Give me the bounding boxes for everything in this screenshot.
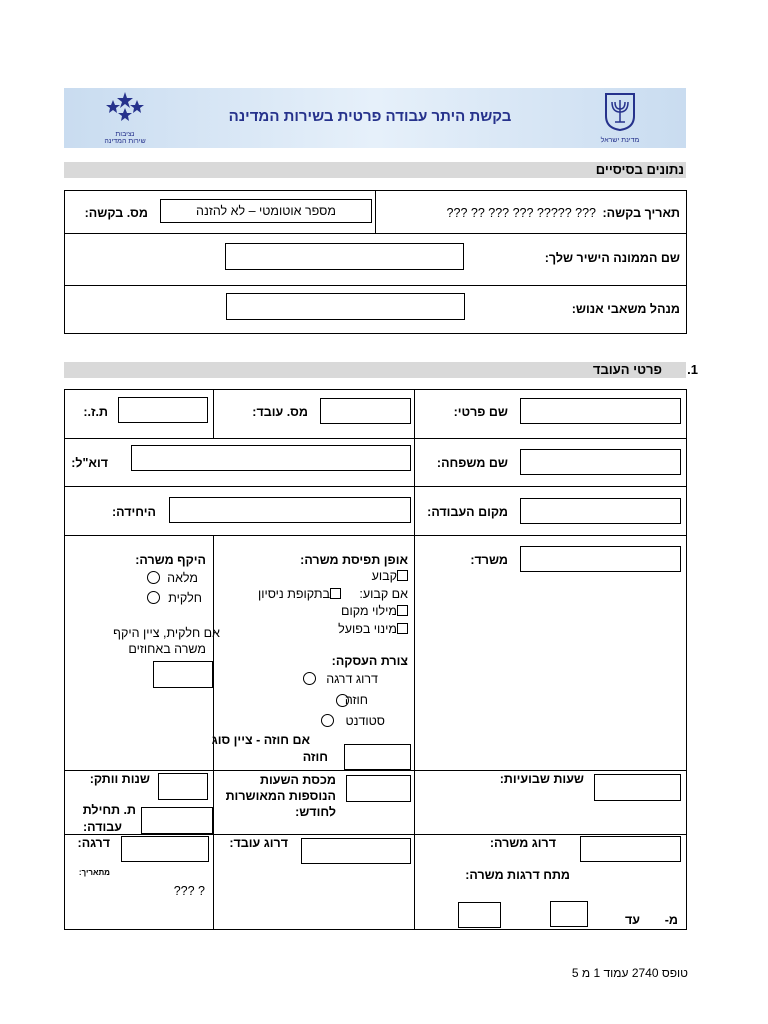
- stars-emblem-icon: [100, 90, 150, 126]
- id-label: ת.ז.:: [83, 405, 108, 419]
- divider: [375, 190, 376, 234]
- acting-option[interactable]: [338, 622, 408, 636]
- grade-as-of-value: ? ???: [173, 884, 205, 898]
- employee-rank-label: דרוג עובד:: [229, 836, 288, 850]
- manager-input[interactable]: [225, 243, 464, 270]
- permanent-checkbox[interactable]: [397, 570, 408, 581]
- divider: [64, 285, 687, 286]
- start-date-input[interactable]: [141, 807, 213, 834]
- range-to-input[interactable]: [458, 902, 501, 928]
- grade-input[interactable]: [121, 836, 209, 862]
- partial-option-label: חלקית: [168, 591, 202, 605]
- position-rank-label: דרוג משרה:: [489, 836, 556, 850]
- weekly-hours-input[interactable]: [594, 774, 681, 801]
- contract-type-label-line1: אם חוזה - ציין סוג: [211, 733, 310, 747]
- basic-section-bar: [64, 162, 686, 178]
- commission-logo-line1: נציבות: [115, 131, 135, 138]
- overtime-quota-input[interactable]: [346, 775, 411, 802]
- partial-note-line1: אם חלקית, ציין היקף: [113, 626, 220, 640]
- employee-section-number: 1.: [687, 362, 698, 377]
- full-option-label: מלאה: [167, 571, 198, 585]
- contract-type-input[interactable]: [344, 744, 411, 770]
- trial-checkbox[interactable]: [330, 588, 341, 599]
- acting-checkbox[interactable]: [397, 623, 408, 634]
- divider: [414, 389, 415, 930]
- permanent-option-label: קבוע: [371, 569, 397, 583]
- commission-logo: [100, 90, 150, 146]
- rank-scale-radio[interactable]: [303, 672, 316, 685]
- state-emblem-text: מדינת ישראל: [600, 137, 640, 144]
- start-date-label-line2: עבודה:: [82, 820, 122, 834]
- menorah-emblem-icon: [600, 90, 640, 132]
- request-no-label: מס. בקשה:: [84, 206, 148, 220]
- commission-logo-line2: שירות המדינה: [104, 138, 146, 145]
- ministry-label: משרד:: [470, 553, 508, 567]
- ministry-input[interactable]: [520, 546, 681, 572]
- employee-rank-input[interactable]: [301, 838, 411, 864]
- state-emblem-logo: [600, 90, 640, 146]
- seniority-input[interactable]: [158, 773, 208, 800]
- seniority-label: שנות וותק:: [89, 772, 150, 786]
- overtime-quota-line3: לחודש:: [295, 805, 336, 819]
- employee-no-label: מס. עובד:: [252, 405, 308, 419]
- contract-radio[interactable]: [336, 694, 349, 707]
- partial-percent-input[interactable]: [153, 661, 213, 688]
- id-input[interactable]: [118, 397, 208, 423]
- basic-section-title: נתונים בסיסיים: [595, 162, 684, 177]
- request-date-label: תאריך בקשה:: [602, 206, 680, 220]
- contract-option-label: חוזה: [344, 693, 368, 707]
- page-footer: טופס 2740 עמוד 1 מ 5: [571, 966, 688, 980]
- student-option-label: סטודנט: [345, 714, 385, 728]
- range-from-label: מ-: [664, 913, 678, 927]
- request-no-field: מספר אוטומטי – לא להזנה: [160, 199, 372, 223]
- range-from-input[interactable]: [550, 901, 588, 927]
- divider: [64, 834, 687, 835]
- range-to-label: עד: [624, 913, 640, 927]
- hr-manager-label: מנהל משאבי אנוש:: [571, 302, 680, 316]
- last-name-input[interactable]: [520, 449, 681, 475]
- acting-option-label: מינוי בפועל: [338, 622, 397, 636]
- overtime-quota-line1: מכסת השעות: [259, 773, 336, 787]
- divider: [64, 486, 687, 487]
- if-permanent-label: אם קבוע:: [359, 587, 408, 601]
- email-input[interactable]: [131, 445, 411, 471]
- student-radio[interactable]: [321, 714, 334, 727]
- overtime-quota-line2: הנוספות המאושרות: [225, 789, 336, 803]
- divider: [64, 438, 687, 439]
- hr-manager-input[interactable]: [226, 293, 465, 320]
- contract-type-label-line2: חוזה: [302, 750, 328, 764]
- grade-label: דרגה:: [77, 836, 110, 850]
- workplace-label: מקום העבודה:: [427, 505, 508, 519]
- divider: [213, 389, 214, 438]
- workplace-input[interactable]: [520, 498, 681, 524]
- employment-form-label: צורת העסקה:: [331, 654, 408, 668]
- trial-option[interactable]: [258, 587, 341, 601]
- first-name-input[interactable]: [520, 398, 681, 424]
- unit-input[interactable]: [169, 497, 411, 523]
- employee-no-input[interactable]: [320, 398, 411, 424]
- weekly-hours-label: שעות שבועיות:: [499, 772, 584, 786]
- email-label: דוא"ל:: [71, 456, 108, 470]
- divider: [64, 535, 687, 536]
- full-radio[interactable]: [147, 571, 160, 584]
- start-date-label-line1: ת. תחילת: [82, 803, 136, 817]
- grade-as-of-label: מתאריך:: [78, 868, 110, 877]
- filling-checkbox[interactable]: [397, 605, 408, 616]
- filling-option-label: מילוי מקום: [341, 604, 397, 618]
- position-mode-label: אופן תפיסת משרה:: [300, 553, 408, 567]
- last-name-label: שם משפחה:: [436, 456, 508, 470]
- employee-section-title: פרטי העובד: [592, 362, 662, 377]
- permanent-option[interactable]: [372, 569, 408, 583]
- partial-radio[interactable]: [147, 591, 160, 604]
- scope-label: היקף משרה:: [135, 553, 206, 567]
- position-rank-input[interactable]: [580, 836, 681, 862]
- rank-scale-option-label: דרוג דרגה: [326, 672, 378, 686]
- first-name-label: שם פרטי:: [453, 405, 508, 419]
- filling-option[interactable]: [341, 604, 408, 618]
- trial-option-label: בתקופת ניסיון: [257, 587, 330, 601]
- unit-label: היחידה:: [111, 505, 156, 519]
- form-title: בקשת היתר עבודה פרטית בשירות המדינה: [228, 108, 512, 125]
- manager-label: שם הממונה הישיר שלך:: [544, 251, 680, 265]
- request-date-value: ??? ????? ??? ??? ?? ???: [446, 206, 596, 220]
- partial-note-line2: משרה באחוזים: [128, 642, 206, 656]
- divider: [64, 770, 687, 771]
- position-range-label: מתח דרגות משרה:: [465, 868, 570, 882]
